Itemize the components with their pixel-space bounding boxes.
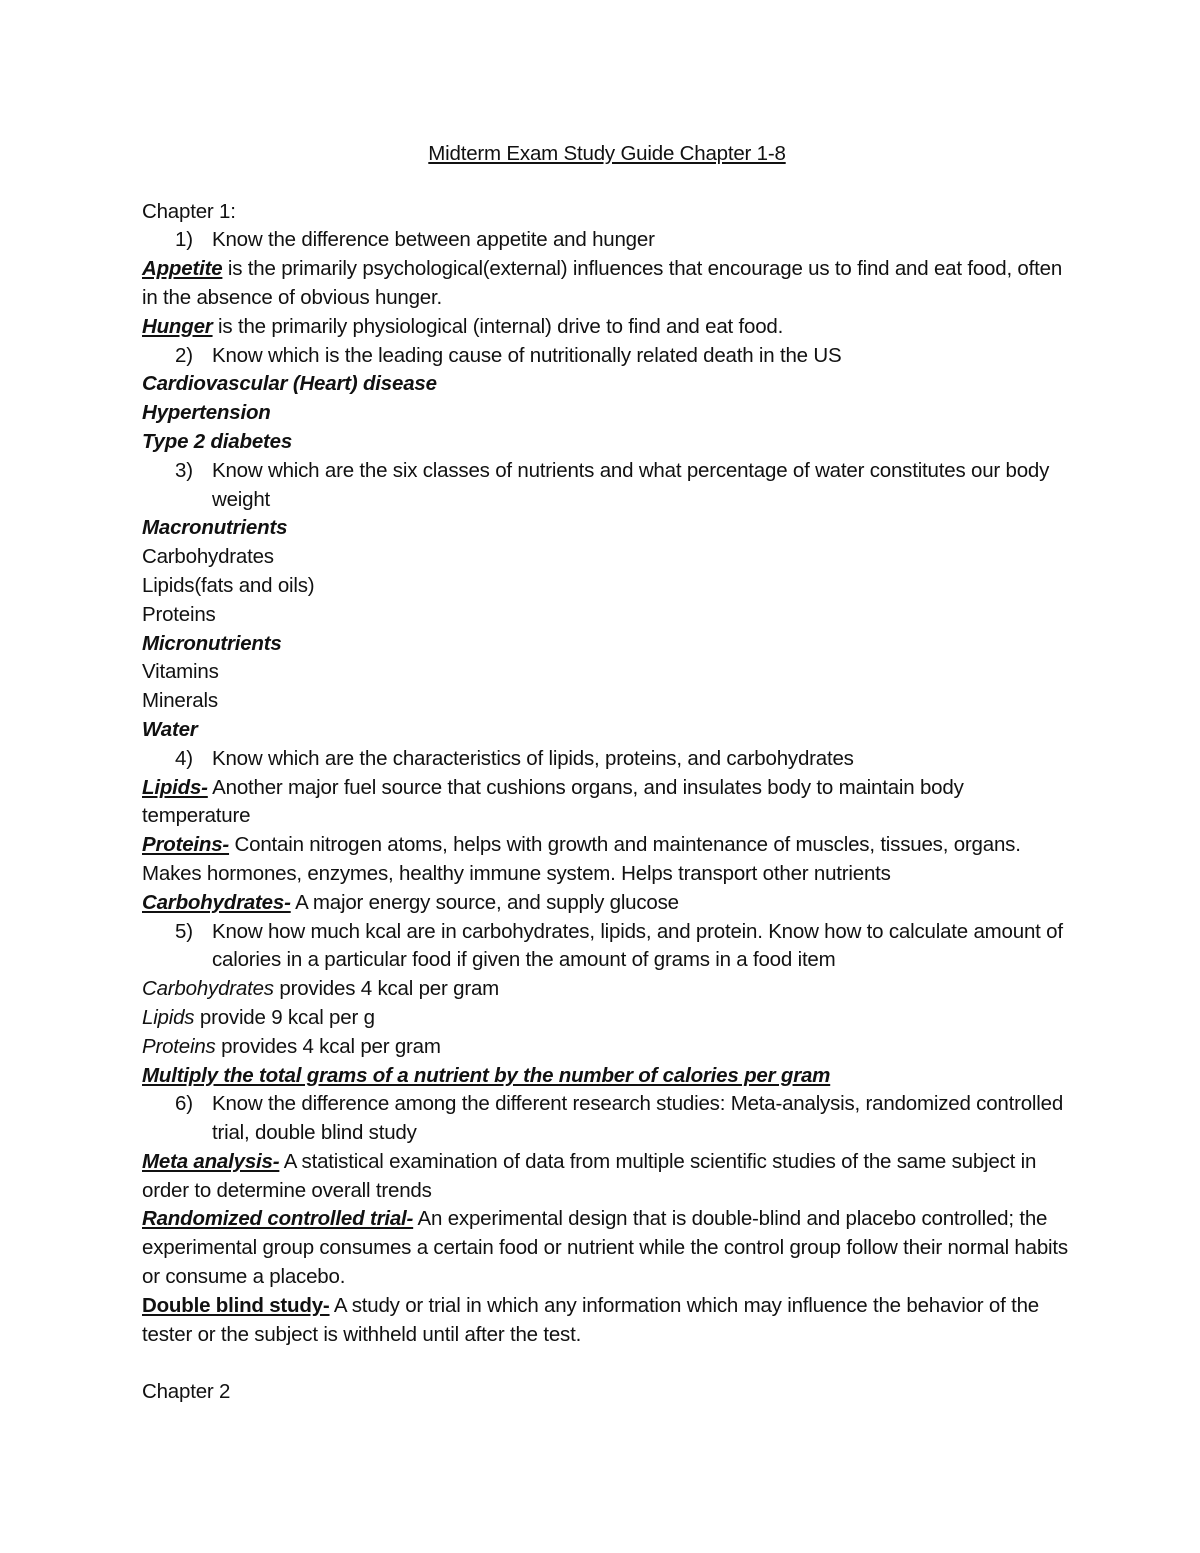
carbohydrates-definition xyxy=(142,889,1072,918)
term: Carbohydrates- xyxy=(142,890,291,914)
question-2 xyxy=(142,342,1072,371)
term: Proteins xyxy=(142,1034,216,1058)
question-text: Know which is the leading cause of nutritionally related death in the US xyxy=(212,343,842,367)
question-number: 6) xyxy=(175,1092,193,1116)
question-text: Know which are the characteristics of lipids, proteins, and carbohydrates xyxy=(212,746,854,770)
term: Appetite xyxy=(142,257,223,281)
macronutrients-heading: Macronutrients xyxy=(142,516,288,540)
micronutrient-item: Minerals xyxy=(142,689,218,713)
question-text: Know how much kcal are in carbohydrates, lipids, and protein. Know how to calculate amount of calories in a particular food if given the amount of grams in a food item xyxy=(212,919,1063,972)
kcal-text: provides 4 kcal per gram xyxy=(215,1034,441,1058)
water-heading: Water xyxy=(142,717,198,741)
macronutrient-item: Carbohydrates xyxy=(142,545,274,569)
definition-text: An experimental design that is double-blind and placebo controlled; the experimental group consumes a certain food or nutrient while the control group follow their normal habits or consume a placebo. xyxy=(142,1207,1068,1289)
definition-text: A study or trial in which any information which may influence the behavior of the tester or the subject is withheld until after the test. xyxy=(142,1293,1039,1346)
term: Carbohydrates xyxy=(142,977,274,1001)
term: Lipids- xyxy=(142,775,208,799)
micronutrients-heading: Micronutrients xyxy=(142,631,282,655)
question-4 xyxy=(142,745,1072,774)
question-1 xyxy=(142,226,1072,255)
term: Meta analysis- xyxy=(142,1149,280,1173)
term: Hunger xyxy=(142,314,213,338)
hunger-definition xyxy=(142,313,1072,342)
chapter-2-heading: Chapter 2 xyxy=(142,1380,231,1404)
term: Double blind study- xyxy=(142,1293,330,1317)
term: Proteins- xyxy=(142,833,230,857)
kcal-lipids xyxy=(142,1004,1072,1033)
question-6 xyxy=(142,1090,1072,1148)
lipids-definition xyxy=(142,774,1072,832)
macronutrient-item: Lipids(fats and oils) xyxy=(142,573,315,597)
rct-definition xyxy=(142,1205,1072,1291)
question-number: 1) xyxy=(175,228,193,252)
kcal-text: provide 9 kcal per g xyxy=(194,1005,375,1029)
question-text: Know the difference between appetite and hunger xyxy=(212,228,655,252)
chapter-1-heading: Chapter 1: xyxy=(142,199,236,223)
question-number: 3) xyxy=(175,458,193,482)
definition-text: A statistical examination of data from multiple scientific studies of the same subject in order to determine overall trends xyxy=(142,1149,1037,1202)
definition-text: A major energy source, and supply glucose xyxy=(290,890,679,914)
multiply-rule: Multiply the total grams of a nutrient by the number of calories per gram xyxy=(142,1063,831,1087)
question-5 xyxy=(142,918,1072,976)
cause-item: Cardiovascular (Heart) disease xyxy=(142,372,437,396)
question-text: Know the difference among the different research studies: Meta-analysis, randomized controlled trial, double blind study xyxy=(212,1092,1064,1145)
kcal-carbohydrates xyxy=(142,975,1072,1004)
double-blind-definition xyxy=(142,1292,1072,1350)
definition-text: is the primarily psychological(external) influences that encourage us to find and eat food, often in the absence of obvious hunger. xyxy=(142,257,1063,309)
question-number: 4) xyxy=(175,746,193,770)
question-number: 5) xyxy=(175,919,193,943)
question-3 xyxy=(142,457,1072,515)
question-text: Know which are the six classes of nutrients and what percentage of water constitutes our body weight xyxy=(212,458,1050,511)
cause-item: Type 2 diabetes xyxy=(142,429,293,453)
cause-item: Hypertension xyxy=(142,401,271,425)
meta-analysis-definition xyxy=(142,1148,1072,1206)
question-number: 2) xyxy=(175,343,193,367)
micronutrient-item: Vitamins xyxy=(142,660,219,684)
macronutrient-item: Proteins xyxy=(142,602,216,626)
document-page xyxy=(142,140,1072,1407)
appetite-definition xyxy=(142,255,1072,313)
blank-line xyxy=(142,1349,1072,1378)
definition-text: Another major fuel source that cushions organs, and insulates body to maintain body temperature xyxy=(142,775,964,828)
kcal-proteins xyxy=(142,1033,1072,1062)
term: Randomized controlled trial- xyxy=(142,1207,414,1231)
proteins-definition xyxy=(142,831,1072,889)
definition-text: Contain nitrogen atoms, helps with growth and maintenance of muscles, tissues, organs. Makes hormones, enzymes, healthy immune system. Helps transport other nutrients xyxy=(142,833,1021,885)
term: Lipids xyxy=(142,1005,195,1029)
definition-text: is the primarily physiological (internal) drive to find and eat food. xyxy=(212,314,784,338)
kcal-text: provides 4 kcal per gram xyxy=(273,977,500,1001)
page-title: Midterm Exam Study Guide Chapter 1-8 xyxy=(428,142,786,165)
